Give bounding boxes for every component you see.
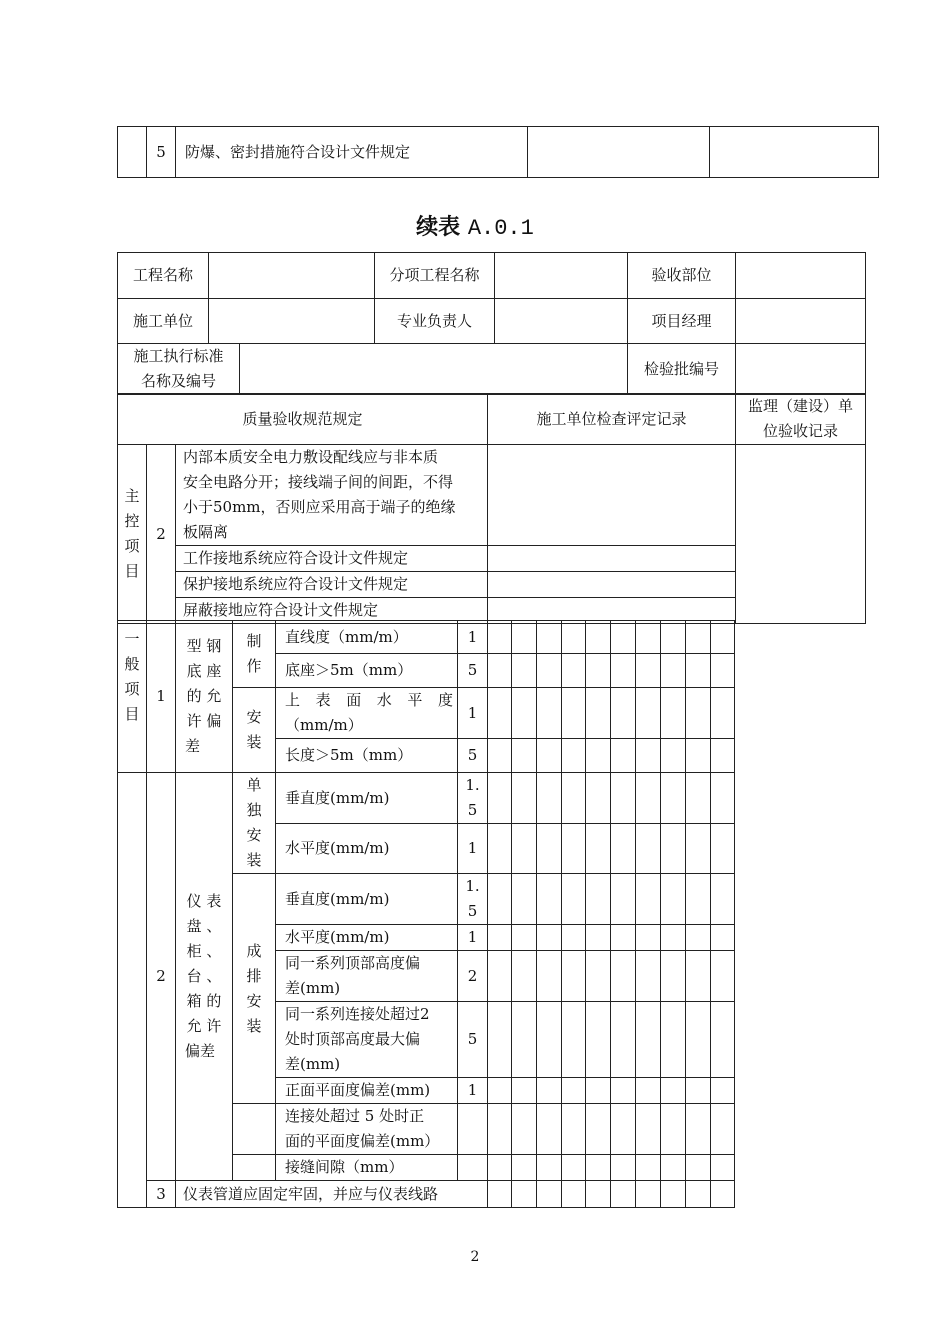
record-cell (661, 1181, 686, 1208)
record-cell (711, 739, 735, 773)
record-cell (488, 773, 512, 824)
text-line: 许 偏 (186, 712, 222, 730)
record-cell (512, 621, 537, 654)
record-cell (611, 824, 636, 874)
sub-project-value (495, 253, 628, 299)
record-cell (488, 951, 512, 1002)
record-cell (562, 1002, 586, 1078)
record-cell (711, 773, 735, 824)
record-cell (711, 874, 735, 925)
text-line: 同一系列顶部高度偏 (285, 954, 421, 972)
row-text: 防爆、密封措施符合设计文件规定 (176, 127, 528, 178)
record-cell (488, 739, 512, 773)
item-text: 屏蔽接地应符合设计文件规定 (176, 598, 488, 624)
record-cell (611, 773, 636, 824)
sub-project-label: 分项工程名称 (375, 253, 495, 299)
record-cell (537, 773, 562, 824)
record-cell (711, 925, 735, 951)
record-cell (686, 824, 711, 874)
record-cell (586, 1181, 611, 1208)
record-cell (636, 1181, 661, 1208)
label-char: 装 (246, 1016, 262, 1035)
item-number: 2 (147, 445, 176, 624)
record-cell (562, 824, 586, 874)
blank-cell (118, 127, 147, 178)
text-line: 5 (467, 801, 478, 819)
text-line: 箱 的 (186, 992, 222, 1010)
main-control-label (118, 445, 147, 624)
record-cell (686, 773, 711, 824)
record-cell (488, 621, 512, 654)
table-row (118, 394, 866, 445)
table-row (118, 773, 735, 824)
record-cell (488, 925, 512, 951)
supervision-header (736, 394, 866, 445)
record-cell (711, 1155, 735, 1181)
acceptance-part-value (736, 253, 866, 299)
record-cell (611, 951, 636, 1002)
record-cell (636, 739, 661, 773)
blank-cell (233, 1104, 276, 1155)
allowed-value: 1 (458, 621, 488, 654)
record-cell (488, 546, 736, 572)
record-cell (537, 654, 562, 688)
record-cell (586, 1104, 611, 1155)
record-cell (537, 688, 562, 739)
record-cell (488, 1002, 512, 1078)
project-name-label: 工程名称 (118, 253, 209, 299)
record-cell (512, 1104, 537, 1155)
record-cell (537, 1078, 562, 1104)
standard-value (240, 344, 628, 395)
supervision-header-line1: 监理（建设）单 (747, 397, 853, 415)
record-cell (586, 1002, 611, 1078)
record-cell (686, 739, 711, 773)
blank-cell (528, 127, 710, 178)
label-char: 一 (124, 630, 140, 648)
allowed-value (458, 1155, 488, 1181)
record-cell (636, 1078, 661, 1104)
record-cell (512, 654, 537, 688)
record-cell (711, 1002, 735, 1078)
record-cell (636, 1104, 661, 1155)
record-cell (661, 951, 686, 1002)
record-cell (586, 621, 611, 654)
record-cell (512, 925, 537, 951)
main-control-table (117, 444, 866, 624)
project-name-value (209, 253, 375, 299)
record-cell (537, 1181, 562, 1208)
top-fragment-table (117, 126, 879, 178)
general-table (117, 620, 735, 1208)
title-prefix: 续表 (416, 214, 461, 240)
check-item (276, 1104, 458, 1155)
record-cell (512, 739, 537, 773)
label-char: 安 (246, 708, 262, 726)
record-cell (636, 1002, 661, 1078)
record-cell (611, 1104, 636, 1155)
label-char: 独 (246, 801, 262, 819)
record-cell (636, 621, 661, 654)
table-title (0, 210, 950, 241)
allowed-value: 1 (458, 824, 488, 874)
item-name (176, 621, 233, 773)
standard-label (118, 344, 240, 395)
record-cell (661, 621, 686, 654)
record-cell (562, 925, 586, 951)
text-line: 同一系列连接处超过2 (285, 1005, 430, 1023)
record-cell (537, 1104, 562, 1155)
allowed-value: 5 (458, 739, 488, 773)
record-cell (686, 621, 711, 654)
record-cell (661, 874, 686, 925)
record-cell (586, 874, 611, 925)
record-cell (537, 824, 562, 874)
text-line: 底 座 (186, 662, 222, 680)
record-cell (488, 1078, 512, 1104)
record-cell (562, 688, 586, 739)
item-text (176, 445, 488, 546)
record-cell (586, 654, 611, 688)
row-number: 5 (147, 127, 176, 178)
allowed-value: 2 (458, 951, 488, 1002)
record-cell (537, 1002, 562, 1078)
label-char: 目 (124, 705, 140, 723)
record-cell (661, 925, 686, 951)
record-cell (611, 874, 636, 925)
record-cell (686, 874, 711, 925)
record-cell (636, 824, 661, 874)
record-cell (661, 1002, 686, 1078)
record-cell (512, 874, 537, 925)
record-cell (636, 951, 661, 1002)
record-cell (686, 1078, 711, 1104)
record-cell (537, 874, 562, 925)
item-text: 保护接地系统应符合设计文件规定 (176, 572, 488, 598)
group-label (233, 621, 276, 688)
record-cell (512, 1181, 537, 1208)
record-cell (488, 654, 512, 688)
text-line: 差 (185, 737, 201, 755)
record-cell (562, 1078, 586, 1104)
record-cell (711, 1078, 735, 1104)
table-row (118, 344, 866, 395)
record-cell (636, 925, 661, 951)
allowed-value (458, 1104, 488, 1155)
label-char: 项 (124, 680, 140, 698)
general-label (118, 621, 147, 773)
standard-label-line2: 名称及编号 (140, 372, 216, 390)
label-char: 目 (124, 562, 140, 580)
record-cell (636, 1155, 661, 1181)
record-cell (537, 739, 562, 773)
text-line: 1. (465, 877, 480, 895)
record-cell (686, 1155, 711, 1181)
allowed-value: 5 (458, 654, 488, 688)
label-char: 控 (124, 512, 140, 530)
record-cell (562, 739, 586, 773)
text-line: 小于50mm，否则应采用高于端子的绝缘 (183, 498, 456, 516)
text-line: 面的平面度偏差(mm） (285, 1132, 440, 1150)
label-char: 作 (246, 657, 262, 675)
allowed-value: 1 (458, 1078, 488, 1104)
record-cell (661, 654, 686, 688)
text-line: 板隔离 (183, 523, 229, 541)
blank-cell (233, 1155, 276, 1181)
check-item: 直线度（mm/m） (276, 621, 458, 654)
blank-cell (710, 127, 879, 178)
record-cell (488, 1181, 512, 1208)
check-item (276, 688, 458, 739)
label-char: 安 (246, 826, 262, 844)
record-cell (586, 951, 611, 1002)
record-cell (661, 1078, 686, 1104)
check-item: 接缝间隙（mm） (276, 1155, 458, 1181)
supervision-header-line2: 位验收记录 (762, 422, 838, 440)
item-name (176, 773, 233, 1181)
check-item: 水平度(mm/m) (276, 925, 458, 951)
record-cell (686, 1002, 711, 1078)
record-cell (537, 621, 562, 654)
label-char: 装 (246, 733, 262, 751)
batch-no-value (736, 344, 866, 395)
text-line: 盘 、 (186, 917, 222, 935)
record-cell (686, 688, 711, 739)
record-cell (488, 572, 736, 598)
item-number: 1 (147, 621, 176, 773)
record-cell (562, 874, 586, 925)
record-cell (488, 1104, 512, 1155)
text-line: 的 允 (186, 687, 222, 705)
record-cell (611, 1181, 636, 1208)
label-char: 主 (124, 487, 140, 505)
record-cell (686, 654, 711, 688)
check-item: 水平度(mm/m) (276, 824, 458, 874)
record-cell (611, 654, 636, 688)
label-char: 排 (246, 966, 262, 985)
text-line: 仪 表 (186, 892, 222, 910)
record-cell (586, 739, 611, 773)
text-line: 差(mm) (285, 979, 341, 997)
record-cell (636, 654, 661, 688)
standard-label-line1: 施工执行标准 (133, 347, 224, 365)
record-cell (661, 824, 686, 874)
allowed-value: 1 (458, 925, 488, 951)
record-cell (512, 1002, 537, 1078)
record-cell (512, 824, 537, 874)
record-cell (488, 688, 512, 739)
table-row (118, 1181, 735, 1208)
record-cell (562, 773, 586, 824)
record-cell (611, 739, 636, 773)
label-char: 单 (246, 776, 262, 794)
text-line: 内部本质安全电力敷设配线应与非本质 (183, 448, 439, 466)
group-label (233, 688, 276, 773)
record-cell (686, 1181, 711, 1208)
table-row (118, 299, 866, 344)
professional-leader-label: 专业负责人 (375, 299, 495, 344)
record-cell (661, 1104, 686, 1155)
check-record-header: 施工单位检查评定记录 (488, 394, 736, 445)
table-row (118, 445, 866, 546)
record-cell (611, 688, 636, 739)
record-cell (686, 951, 711, 1002)
project-manager-label: 项目经理 (628, 299, 736, 344)
check-item: 仪表管道应固定牢固，并应与仪表线路 (176, 1181, 488, 1208)
label-char: 制 (246, 632, 262, 650)
header-table (117, 252, 866, 344)
check-item: 垂直度(mm/m) (276, 773, 458, 824)
record-cell (562, 1155, 586, 1181)
record-cell (512, 951, 537, 1002)
record-cell (586, 824, 611, 874)
record-cell (562, 654, 586, 688)
table-row (118, 253, 866, 299)
check-item: 长度＞5m（mm） (276, 739, 458, 773)
record-cell (711, 1104, 735, 1155)
record-cell (562, 1104, 586, 1155)
allowed-value: 1 (458, 688, 488, 739)
record-cell (512, 1155, 537, 1181)
text-line: 上 表 面 水 平 度 (285, 691, 453, 709)
record-cell (711, 654, 735, 688)
section-header-table (117, 393, 866, 445)
check-item: 垂直度(mm/m) (276, 874, 458, 925)
record-cell (586, 1078, 611, 1104)
record-cell (661, 739, 686, 773)
blank-cell (118, 773, 147, 1208)
allowed-value (458, 874, 488, 925)
record-cell (562, 951, 586, 1002)
record-cell (711, 824, 735, 874)
record-cell (537, 1155, 562, 1181)
record-cell (562, 1181, 586, 1208)
record-cell (636, 773, 661, 824)
check-item (276, 951, 458, 1002)
construction-unit-value (209, 299, 375, 344)
check-item: 底座＞5m（mm） (276, 654, 458, 688)
record-cell (686, 1104, 711, 1155)
record-cell (611, 1078, 636, 1104)
acceptance-part-label: 验收部位 (628, 253, 736, 299)
record-cell (611, 1002, 636, 1078)
construction-unit-label: 施工单位 (118, 299, 209, 344)
record-cell (661, 1155, 686, 1181)
record-cell (512, 773, 537, 824)
record-cell (488, 824, 512, 874)
record-cell (488, 1155, 512, 1181)
record-cell (586, 1155, 611, 1181)
text-line: 处时顶部高度最大偏 (285, 1030, 421, 1048)
batch-no-label: 检验批编号 (628, 344, 736, 395)
text-line: 差(mm) (285, 1055, 341, 1073)
page-number: 2 (470, 1249, 480, 1265)
item-number: 2 (147, 773, 176, 1181)
record-cell (586, 925, 611, 951)
record-cell (611, 925, 636, 951)
check-item: 正面平面度偏差(mm) (276, 1078, 458, 1104)
quality-spec-header: 质量验收规范规定 (118, 394, 488, 445)
standard-table (117, 343, 866, 395)
text-line: 柜 、 (186, 942, 222, 960)
text-line: 1. (465, 776, 480, 794)
record-cell (611, 1155, 636, 1181)
text-line: 型 钢 (186, 637, 222, 655)
record-cell (636, 688, 661, 739)
label-char: 成 (246, 941, 262, 960)
text-line: 安全电路分开；接线端子间的间距，不得 (183, 473, 454, 491)
item-text: 工作接地系统应符合设计文件规定 (176, 546, 488, 572)
record-cell (562, 621, 586, 654)
record-cell (711, 688, 735, 739)
allowed-value: 5 (458, 1002, 488, 1078)
text-line: （mm/m） (285, 716, 363, 734)
record-cell (611, 621, 636, 654)
record-cell (711, 621, 735, 654)
text-line: 连接处超过 5 处时正 (285, 1107, 425, 1125)
record-cell (686, 925, 711, 951)
record-cell (512, 688, 537, 739)
title-code: A.0.1 (467, 216, 534, 241)
label-char: 安 (246, 991, 262, 1010)
supervision-cell (736, 445, 866, 624)
label-char: 装 (246, 851, 262, 869)
record-cell (711, 951, 735, 1002)
record-cell (661, 688, 686, 739)
record-cell (512, 1078, 537, 1104)
project-manager-value (736, 299, 866, 344)
record-cell (537, 951, 562, 1002)
text-line: 台 、 (186, 967, 222, 985)
record-cell (661, 773, 686, 824)
check-item (276, 1002, 458, 1078)
record-cell (488, 445, 736, 546)
text-line: 5 (467, 902, 478, 920)
item-number: 3 (147, 1181, 176, 1208)
group-label (233, 874, 276, 1104)
table-row (118, 621, 735, 654)
group-label (233, 773, 276, 874)
record-cell (636, 874, 661, 925)
table-row (118, 127, 879, 178)
text-line: 偏差 (185, 1042, 216, 1060)
record-cell (711, 1181, 735, 1208)
text-line: 允 许 (186, 1017, 222, 1035)
label-char: 项 (124, 537, 140, 555)
record-cell (537, 925, 562, 951)
allowed-value (458, 773, 488, 824)
professional-leader-value (495, 299, 628, 344)
record-cell (586, 688, 611, 739)
record-cell (488, 874, 512, 925)
label-char: 般 (124, 655, 140, 673)
record-cell (586, 773, 611, 824)
